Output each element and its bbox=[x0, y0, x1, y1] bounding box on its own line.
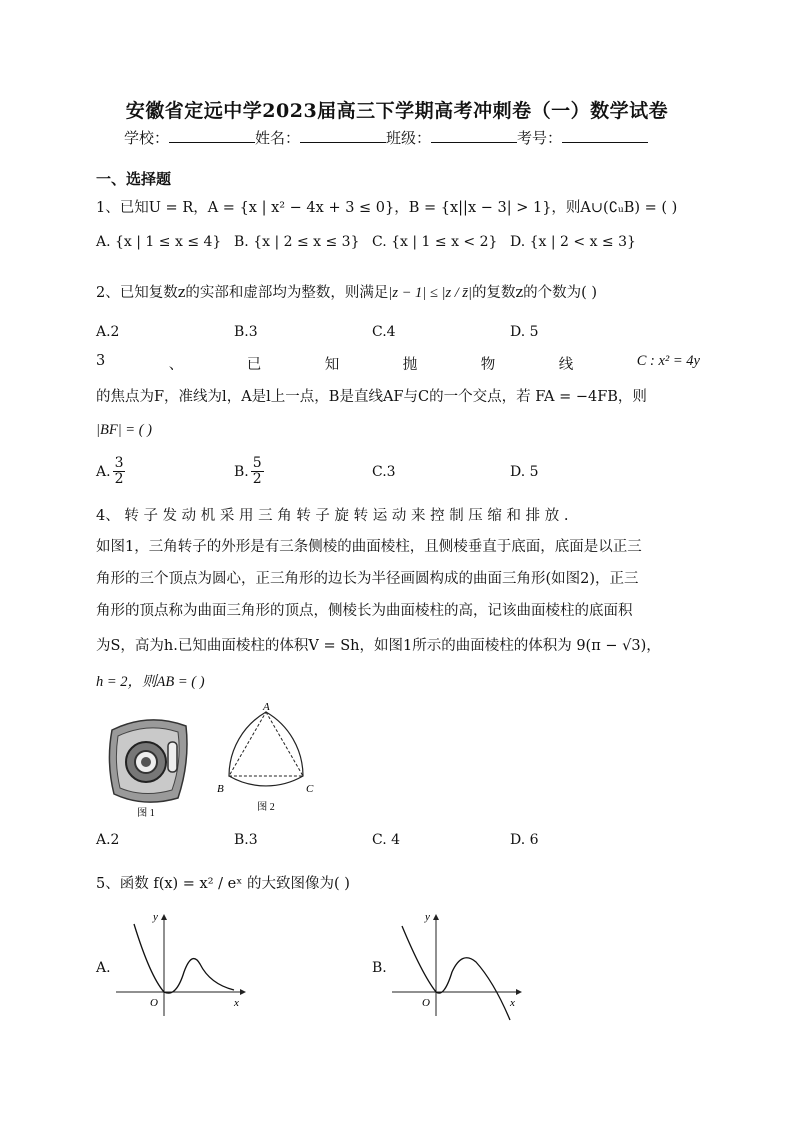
number-blank bbox=[562, 128, 648, 143]
q2-stem-pre: 2、已知复数z的实部和虚部均为整数，则满足 bbox=[96, 285, 389, 301]
q4-option-c: C. 4 bbox=[372, 832, 401, 848]
fig2-caption: 图 2 bbox=[257, 802, 275, 813]
q2-option-d: D. 5 bbox=[510, 324, 539, 340]
q4-option-d: D. 6 bbox=[510, 832, 539, 848]
denominator: 2 bbox=[114, 471, 124, 488]
q2-stem-post: 的复数z的个数为( ) bbox=[472, 285, 598, 301]
q3-word: 线 bbox=[558, 357, 574, 373]
q2-option-b: B.3 bbox=[234, 324, 258, 340]
axis-y-label: y bbox=[425, 911, 430, 923]
class-label: 班级： bbox=[386, 129, 432, 147]
q1-option-b: B. {x | 2 ≤ x ≤ 3} bbox=[234, 234, 360, 250]
q4-line4: 角形的顶点称为曲面三角形的顶点，侧棱长为曲面棱柱的高，记该曲面棱柱的底面积 bbox=[96, 603, 633, 619]
fig1-caption: 图 1 bbox=[137, 808, 155, 819]
q3-word: 已 bbox=[246, 357, 262, 373]
numerator: 5 bbox=[252, 455, 262, 471]
q3-option-a bbox=[96, 456, 127, 488]
q4-option-b: B.3 bbox=[234, 832, 258, 848]
q3-option-b-fraction bbox=[251, 456, 264, 488]
name-label: 姓名： bbox=[255, 129, 301, 147]
q5-option-b-label: B. bbox=[372, 960, 387, 976]
q4-line3: 角形的三个顶点为圆心，正三角形的边长为半径画圆构成的曲面三角形(如图2)，正三 bbox=[96, 571, 639, 587]
vertex-a-label: A bbox=[263, 701, 270, 713]
numerator: 3 bbox=[114, 455, 124, 471]
origin-label: O bbox=[422, 997, 430, 1009]
student-info bbox=[124, 127, 648, 148]
school-label: 学校： bbox=[124, 129, 170, 147]
q3-option-a-fraction bbox=[113, 456, 126, 488]
q3-line2: 的焦点为F，准线为l，A是l上一点，B是直线AF与C的一个交点，若 FA = −4FB，则 bbox=[96, 389, 647, 405]
q2-stem bbox=[96, 281, 597, 302]
name-blank bbox=[300, 128, 386, 143]
q5-option-a-label: A. bbox=[96, 960, 111, 976]
axis-x-label: x bbox=[510, 997, 515, 1009]
q3-parabola: C : x² = 4y bbox=[636, 353, 700, 369]
reuleaux-triangle-figure bbox=[206, 700, 324, 818]
q3-option-b bbox=[234, 456, 266, 488]
rotor-engine-figure bbox=[104, 712, 194, 822]
q2-option-c: C.4 bbox=[372, 324, 396, 340]
vertex-b-label: B bbox=[217, 783, 224, 795]
class-blank bbox=[431, 128, 517, 143]
section-heading: 一、选择题 bbox=[96, 170, 172, 188]
page-title: 安徽省定远中学2023届高三下学期高考冲刺卷（一）数学试卷 bbox=[125, 100, 669, 122]
q5-graph-b bbox=[390, 906, 530, 1034]
q1-option-c: C. {x | 1 ≤ x < 2} bbox=[372, 234, 498, 250]
q1-option-a: A. {x | 1 ≤ x ≤ 4} bbox=[96, 234, 222, 250]
vertex-c-label: C bbox=[306, 783, 314, 795]
q3-word: 、 bbox=[168, 357, 184, 373]
q5-graph-a bbox=[114, 906, 250, 1018]
number-label: 考号： bbox=[517, 129, 563, 147]
q3-word: 3 bbox=[96, 353, 106, 369]
q3-option-c: C.3 bbox=[372, 464, 396, 480]
q5-stem: 5、函数 f(x) = x² / eˣ 的大致图像为( ) bbox=[96, 876, 350, 892]
q3-line1 bbox=[96, 353, 700, 374]
q3-option-d: D. 5 bbox=[510, 464, 539, 480]
origin-label: O bbox=[150, 997, 158, 1009]
q4-line1: 4、 转 子 发 动 机 采 用 三 角 转 子 旋 转 运 动 来 控 制 压 缩 和 排 放 . bbox=[96, 508, 569, 524]
q1-stem: 1、已知U = R，A = {x | x² − 4x + 3 ≤ 0}，B = {x||x − 3| > 1}，则A∪(∁ᵤB) = ( ) bbox=[96, 200, 678, 216]
q4-line5: 为S，高为h.已知曲面棱柱的体积V = Sh，如图1所示的曲面棱柱的体积为 9(π − √3)， bbox=[96, 638, 661, 654]
q1-option-d: D. {x | 2 < x ≤ 3} bbox=[510, 234, 636, 250]
q4-line2: 如图1，三角转子的外形是有三条侧棱的曲面棱柱，且侧棱垂直于底面，底面是以正三 bbox=[96, 539, 642, 555]
q3-line3: |BF| = ( ) bbox=[96, 422, 153, 438]
q2-option-a: A.2 bbox=[96, 324, 120, 340]
q4-option-a: A.2 bbox=[96, 832, 120, 848]
axis-y-label: y bbox=[153, 911, 158, 923]
school-blank bbox=[169, 128, 255, 143]
q3-word: 物 bbox=[480, 357, 496, 373]
q3-option-a-label: A. bbox=[96, 463, 111, 480]
q3-word: 抛 bbox=[402, 357, 418, 373]
q3-option-b-label: B. bbox=[234, 463, 249, 480]
axis-x-label: x bbox=[234, 997, 239, 1009]
q4-line6: h = 2，则AB = ( ) bbox=[96, 674, 205, 690]
q2-stem-math: |z − 1| ≤ |z / z̄| bbox=[388, 285, 473, 301]
q3-word: 知 bbox=[324, 357, 340, 373]
denominator: 2 bbox=[252, 471, 262, 488]
